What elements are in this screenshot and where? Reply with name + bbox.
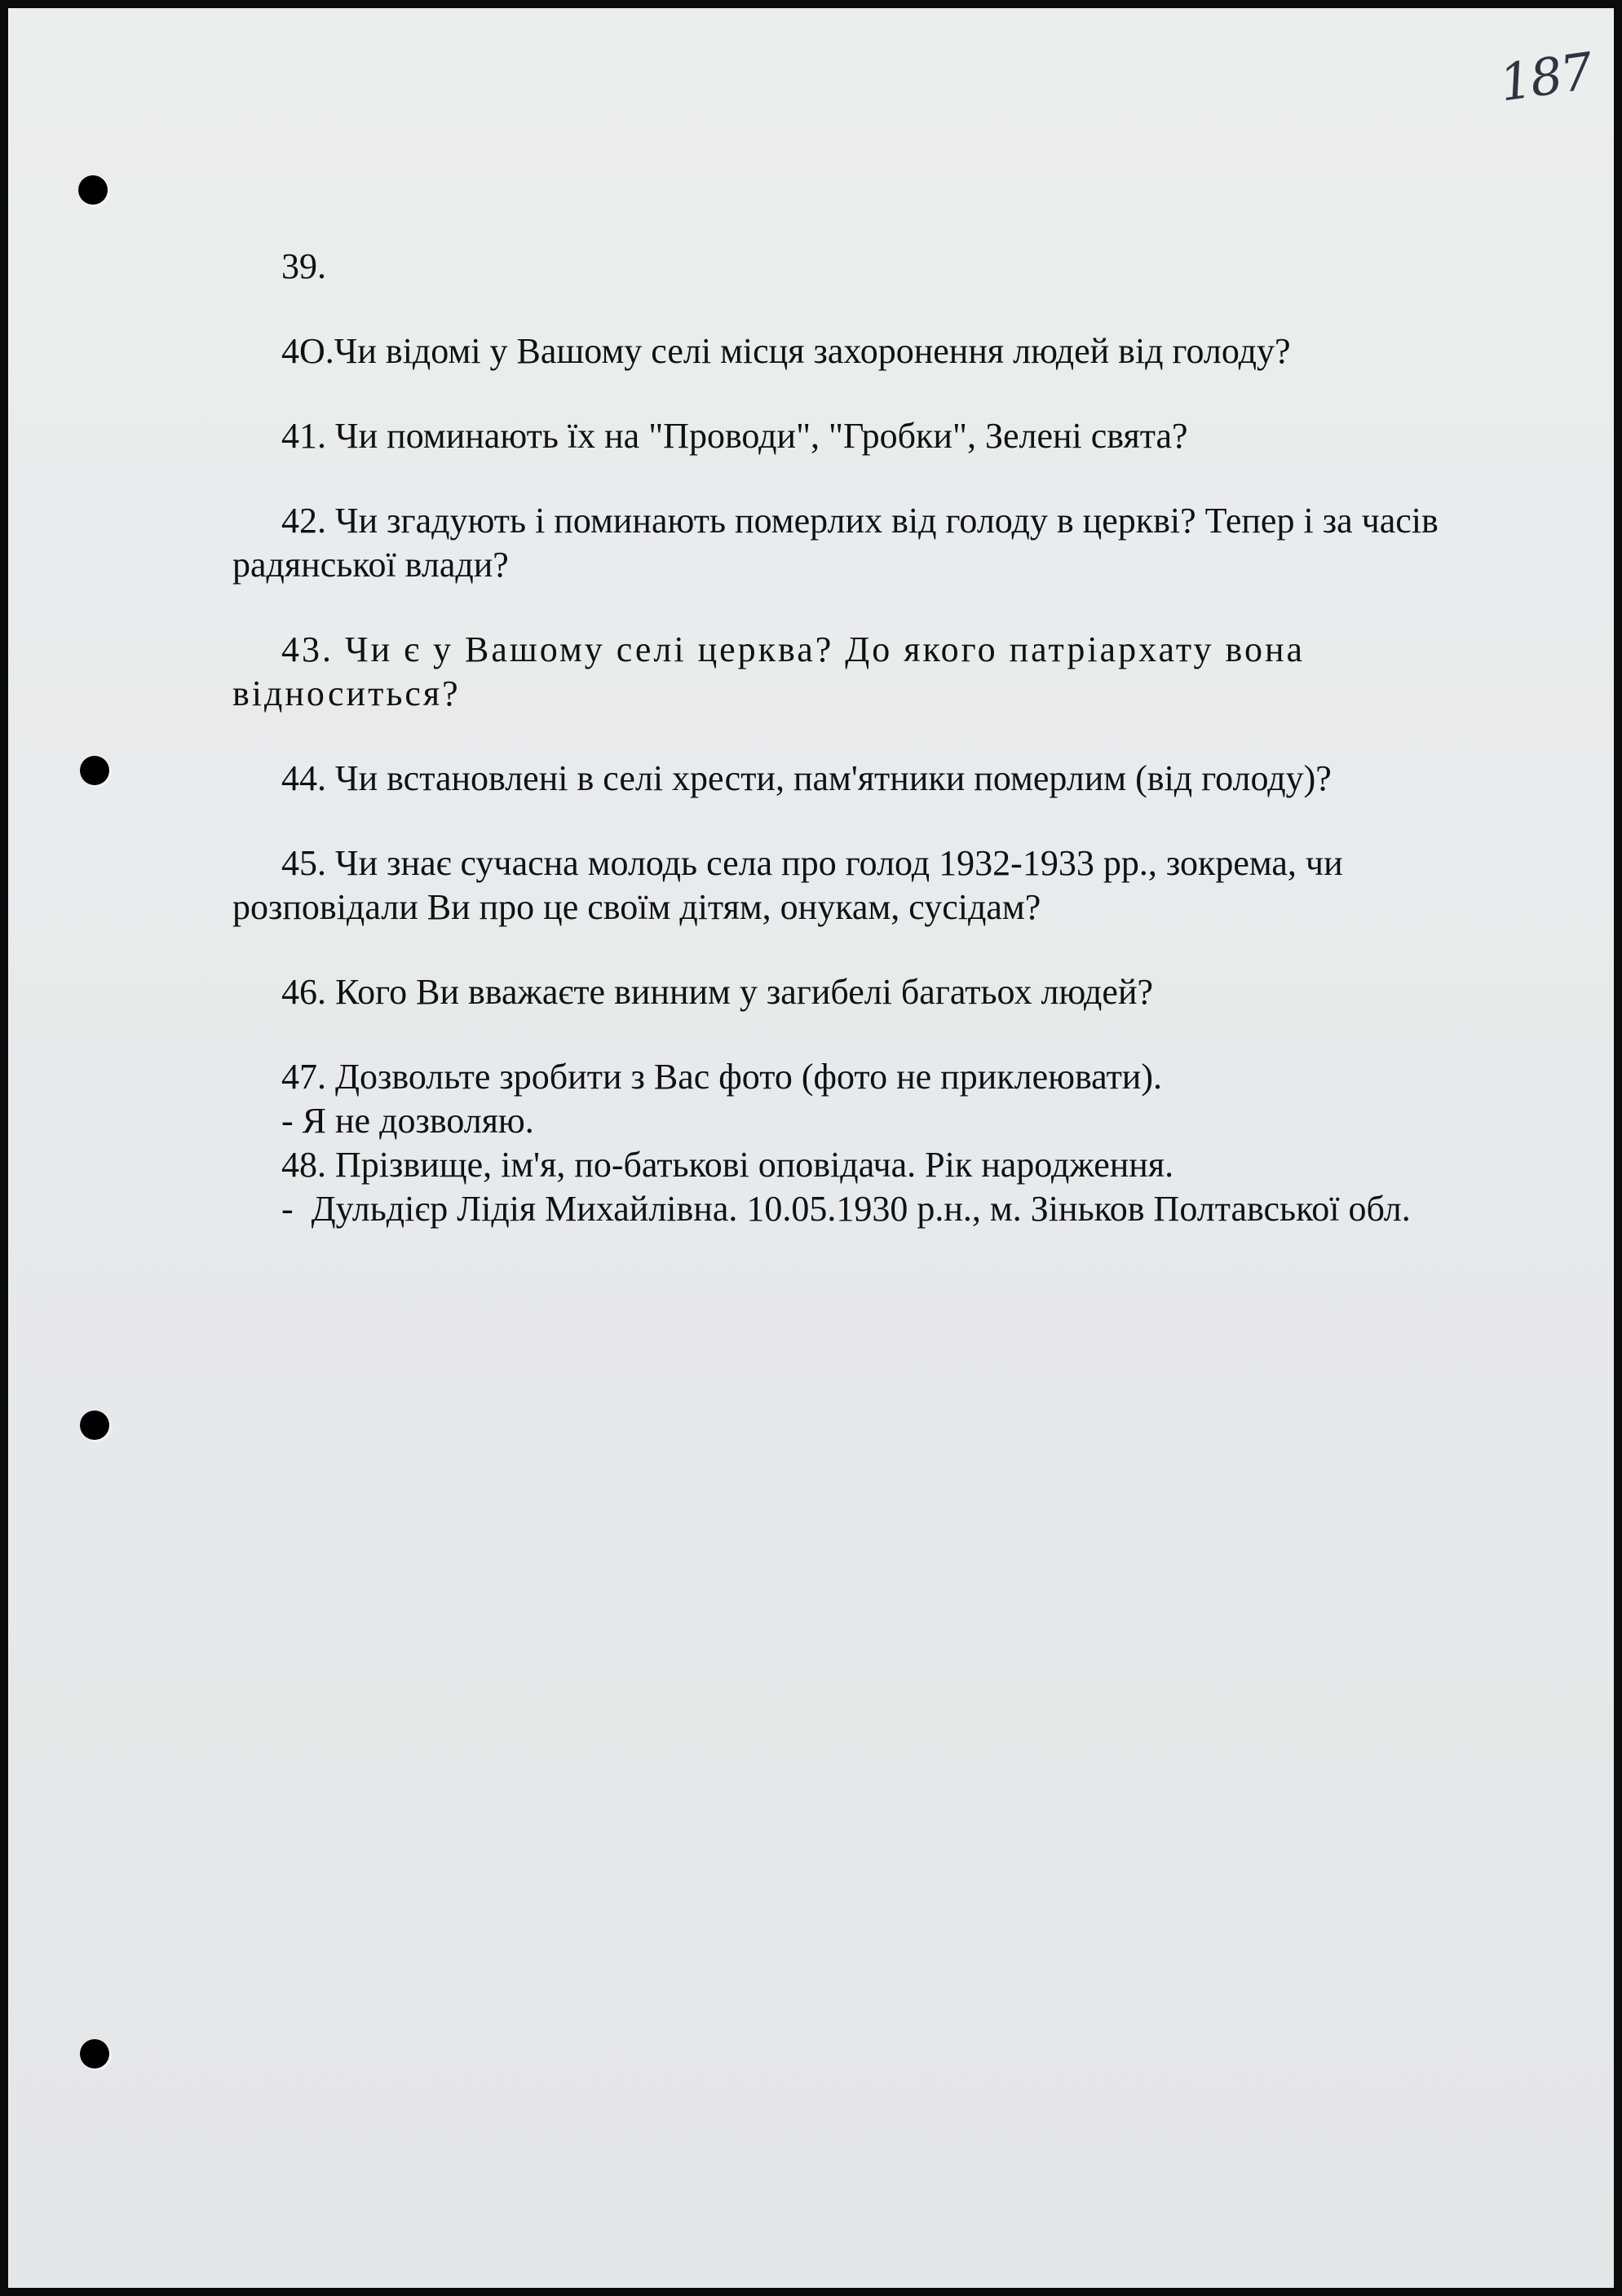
answer-48: - Дульдієр Лідія Михайлівна. 10.05.1930 р.н., м. Зіньков Полтавської обл. [281,1189,1411,1229]
document-page [8,8,1614,2288]
question-39: 39. [281,246,326,286]
punch-hole [80,1411,109,1440]
question-45: 45. Чи знає сучасна молодь села про голод 1932-1933 рр., зокрема, чи розповідали Ви про це своїм дітям, онукам, сусідам? [232,843,1343,927]
punch-hole [80,2039,109,2069]
question-41: 41. Чи поминають їх на "Проводи", "Гробки", Зелені свята? [281,416,1188,456]
punch-hole [80,756,109,785]
punch-hole [78,175,108,205]
question-42: 42. Чи згадують і поминають померлих від голоду в церкві? Тепер і за часів радянської влади? [232,501,1439,585]
question-46: 46. Кого Ви вважаєте винним у загибелі багатьох людей? [281,972,1154,1012]
question-40: 4О.Чи відомі у Вашому селі місця захоронення людей від голоду? [281,331,1291,371]
question-43: 43. Чи є у Вашому селі церква? До якого патріархату вона відноситься? [232,629,1306,713]
answer-47: - Я не дозволяю. [281,1101,534,1141]
question-47: 47. Дозвольте зробити з Вас фото (фото не приклеювати). [281,1057,1162,1097]
questionnaire-body [232,245,1505,1231]
question-44: 44. Чи встановлені в селі хрести, пам'ятники померлим (від голоду)? [281,758,1332,798]
handwritten-page-number: 187 [1496,41,1595,113]
question-48: 48. Прізвище, ім'я, по-батькові оповідача. Рік народження. [281,1145,1174,1185]
